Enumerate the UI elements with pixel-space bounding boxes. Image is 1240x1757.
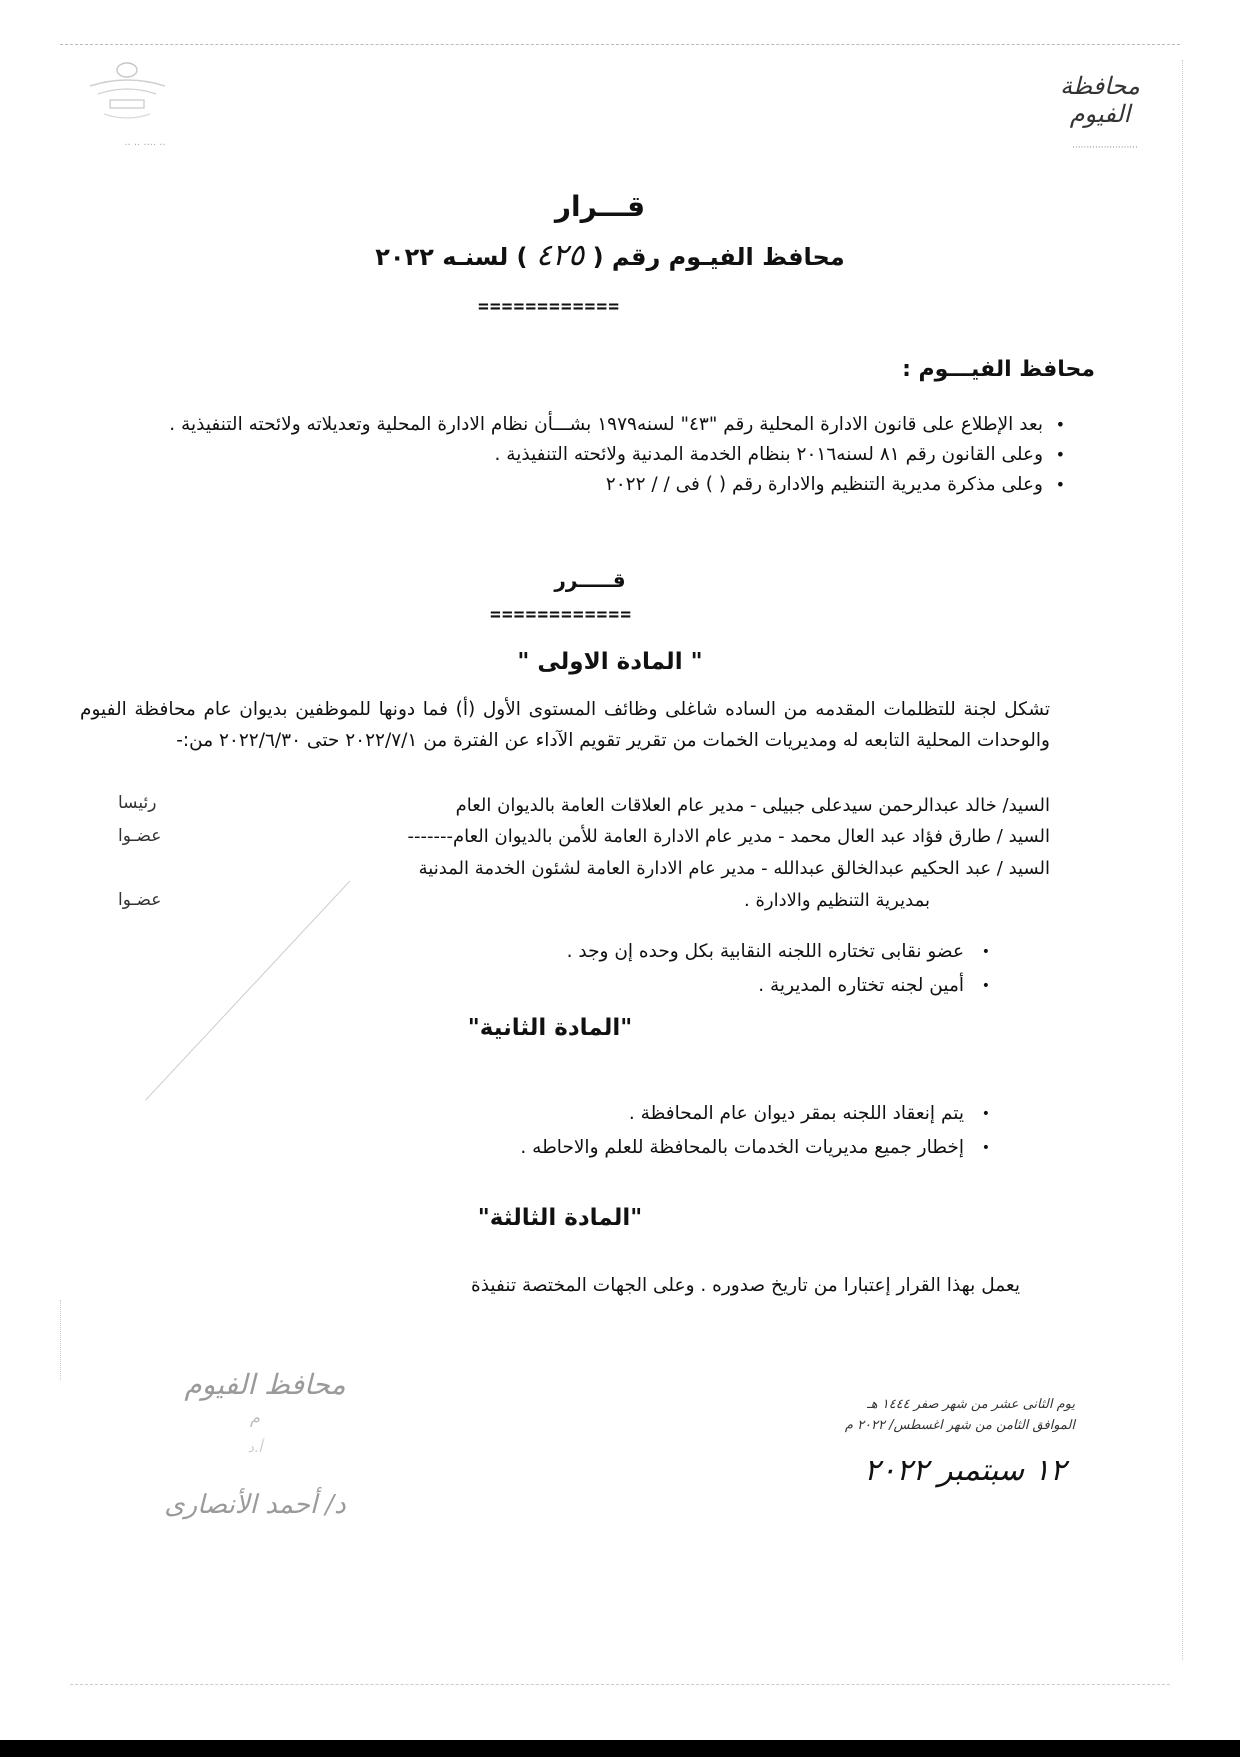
article2-item: • إخطار جميع مديريات الخدمات بالمحافظة للعلم والاحاطه . xyxy=(300,1131,990,1165)
emblem-caption: ·· ·· ···· ·· xyxy=(124,140,166,151)
article1-list xyxy=(350,935,990,1003)
handwritten-date: ١٢ سبتمبر ٢٠٢٢ xyxy=(864,1453,1066,1488)
article3-text: يعمل بهذا القرار إعتبارا من تاريخ صدوره . وعلى الجهات المختصة تنفيذة xyxy=(471,1275,1020,1296)
governor-heading: محافظ الفيـــوم : xyxy=(902,357,1095,382)
scan-stray-line xyxy=(145,881,350,1101)
letterhead-title: محافظة الفيوم xyxy=(1060,72,1140,128)
hijri-date: يوم الثانى عشر من شهر صفر ١٤٤٤ هـ xyxy=(866,1397,1075,1412)
decree-number: ٤٢٥ xyxy=(535,238,585,273)
article2-item: • يتم إنعقاد اللجنه بمقر ديوان عام المحافظة . xyxy=(300,1097,990,1131)
preamble-item: • وعلى مذكرة مديرية التنظيم والادارة رقم ( ) فى / / ٢٠٢٢ xyxy=(115,470,1065,500)
preamble-list xyxy=(115,410,1065,500)
title-separator: ============ xyxy=(478,296,621,317)
article1-text: تشكل لجنة للتظلمات المقدمه من الساده شاغلى وظائف المستوى الأول (أ) فما دونها للموظفين بديوان عام محافظة الفيوم والوحدات المحلية التابعه له ومديريات الخمات من تقرير تقويم الآداء عن الفترة من ٢٠٢٢/٧/١ حتى ٢٠٢٢/٦/٣٠ من:- xyxy=(80,699,1050,751)
committee-member: السيد / عبد الحكيم عبدالخالق عبدالله - مدير عام الادارة العامة لشئون الخدمة المدنية xyxy=(418,858,1050,879)
gregorian-date: الموافق الثامن من شهر اغسطس/ ٢٠٢٢ م xyxy=(844,1418,1075,1433)
decree-subtitle xyxy=(370,238,850,273)
member-role: عضـوا xyxy=(118,890,162,910)
decree-subtitle-prefix: محافظ الفيـوم رقم ( xyxy=(592,243,845,271)
scan-border-top xyxy=(60,44,1180,45)
committee-member-continued: بمديرية التنظيم والادارة . xyxy=(744,890,930,911)
decree-title: قـــرار xyxy=(554,190,646,223)
scan-black-bar xyxy=(0,1740,1240,1757)
article1-heading: " المادة الاولى " xyxy=(517,649,703,675)
committee-member: السيد/ خالد عبدالرحمن سيدعلى جبيلى - مدير عام العلاقات العامة بالديوان العام xyxy=(455,795,1050,816)
stamp-line: م xyxy=(250,1408,260,1427)
decided-separator: ============ xyxy=(490,604,633,625)
article1-item: • عضو نقابى تختاره اللجنه النقابية بكل وحده إن وجد . xyxy=(350,935,990,969)
article2-list xyxy=(300,1097,990,1165)
article3-heading: "المادة الثالثة" xyxy=(477,1205,643,1231)
scan-stray-dots xyxy=(60,1300,63,1380)
decided-label: قـــــرر xyxy=(554,568,626,592)
member-role: عضـوا xyxy=(118,826,162,846)
decree-subtitle-suffix: ) لسنـه ٢٠٢٢ xyxy=(375,243,528,271)
stamp-line: أ.د xyxy=(247,1440,263,1456)
committee-member: السيد / طارق فؤاد عبد العال محمد - مدير عام الادارة العامة للأمن بالديوان العام------- xyxy=(407,826,1050,847)
eagle-emblem-icon xyxy=(80,56,175,128)
scan-border-right xyxy=(1182,60,1183,1660)
member-role: رئيسا xyxy=(118,793,157,813)
preamble-item: • وعلى القانون رقم ٨١ لسنه٢٠١٦ بنظام الخدمة المدنية ولائحته التنفيذية . xyxy=(115,440,1065,470)
preamble-item: • بعد الإطلاع على قانون الادارة المحلية رقم "٤٣" لسنه١٩٧٩ بشـــأن نظام الادارة المحلية وتعديلاته ولائحته التنفيذية . xyxy=(115,410,1065,440)
scan-border-bottom xyxy=(70,1684,1170,1685)
article1-item: • أمين لجنه تختاره المديرية . xyxy=(350,969,990,1003)
letterhead-underline: ······················· xyxy=(1072,143,1138,153)
article2-heading: "المادة الثانية" xyxy=(467,1015,633,1041)
stamp-signature: د/ أحمد الأنصارى xyxy=(164,1490,346,1520)
stamp-title: محافظ الفيوم xyxy=(184,1368,346,1401)
